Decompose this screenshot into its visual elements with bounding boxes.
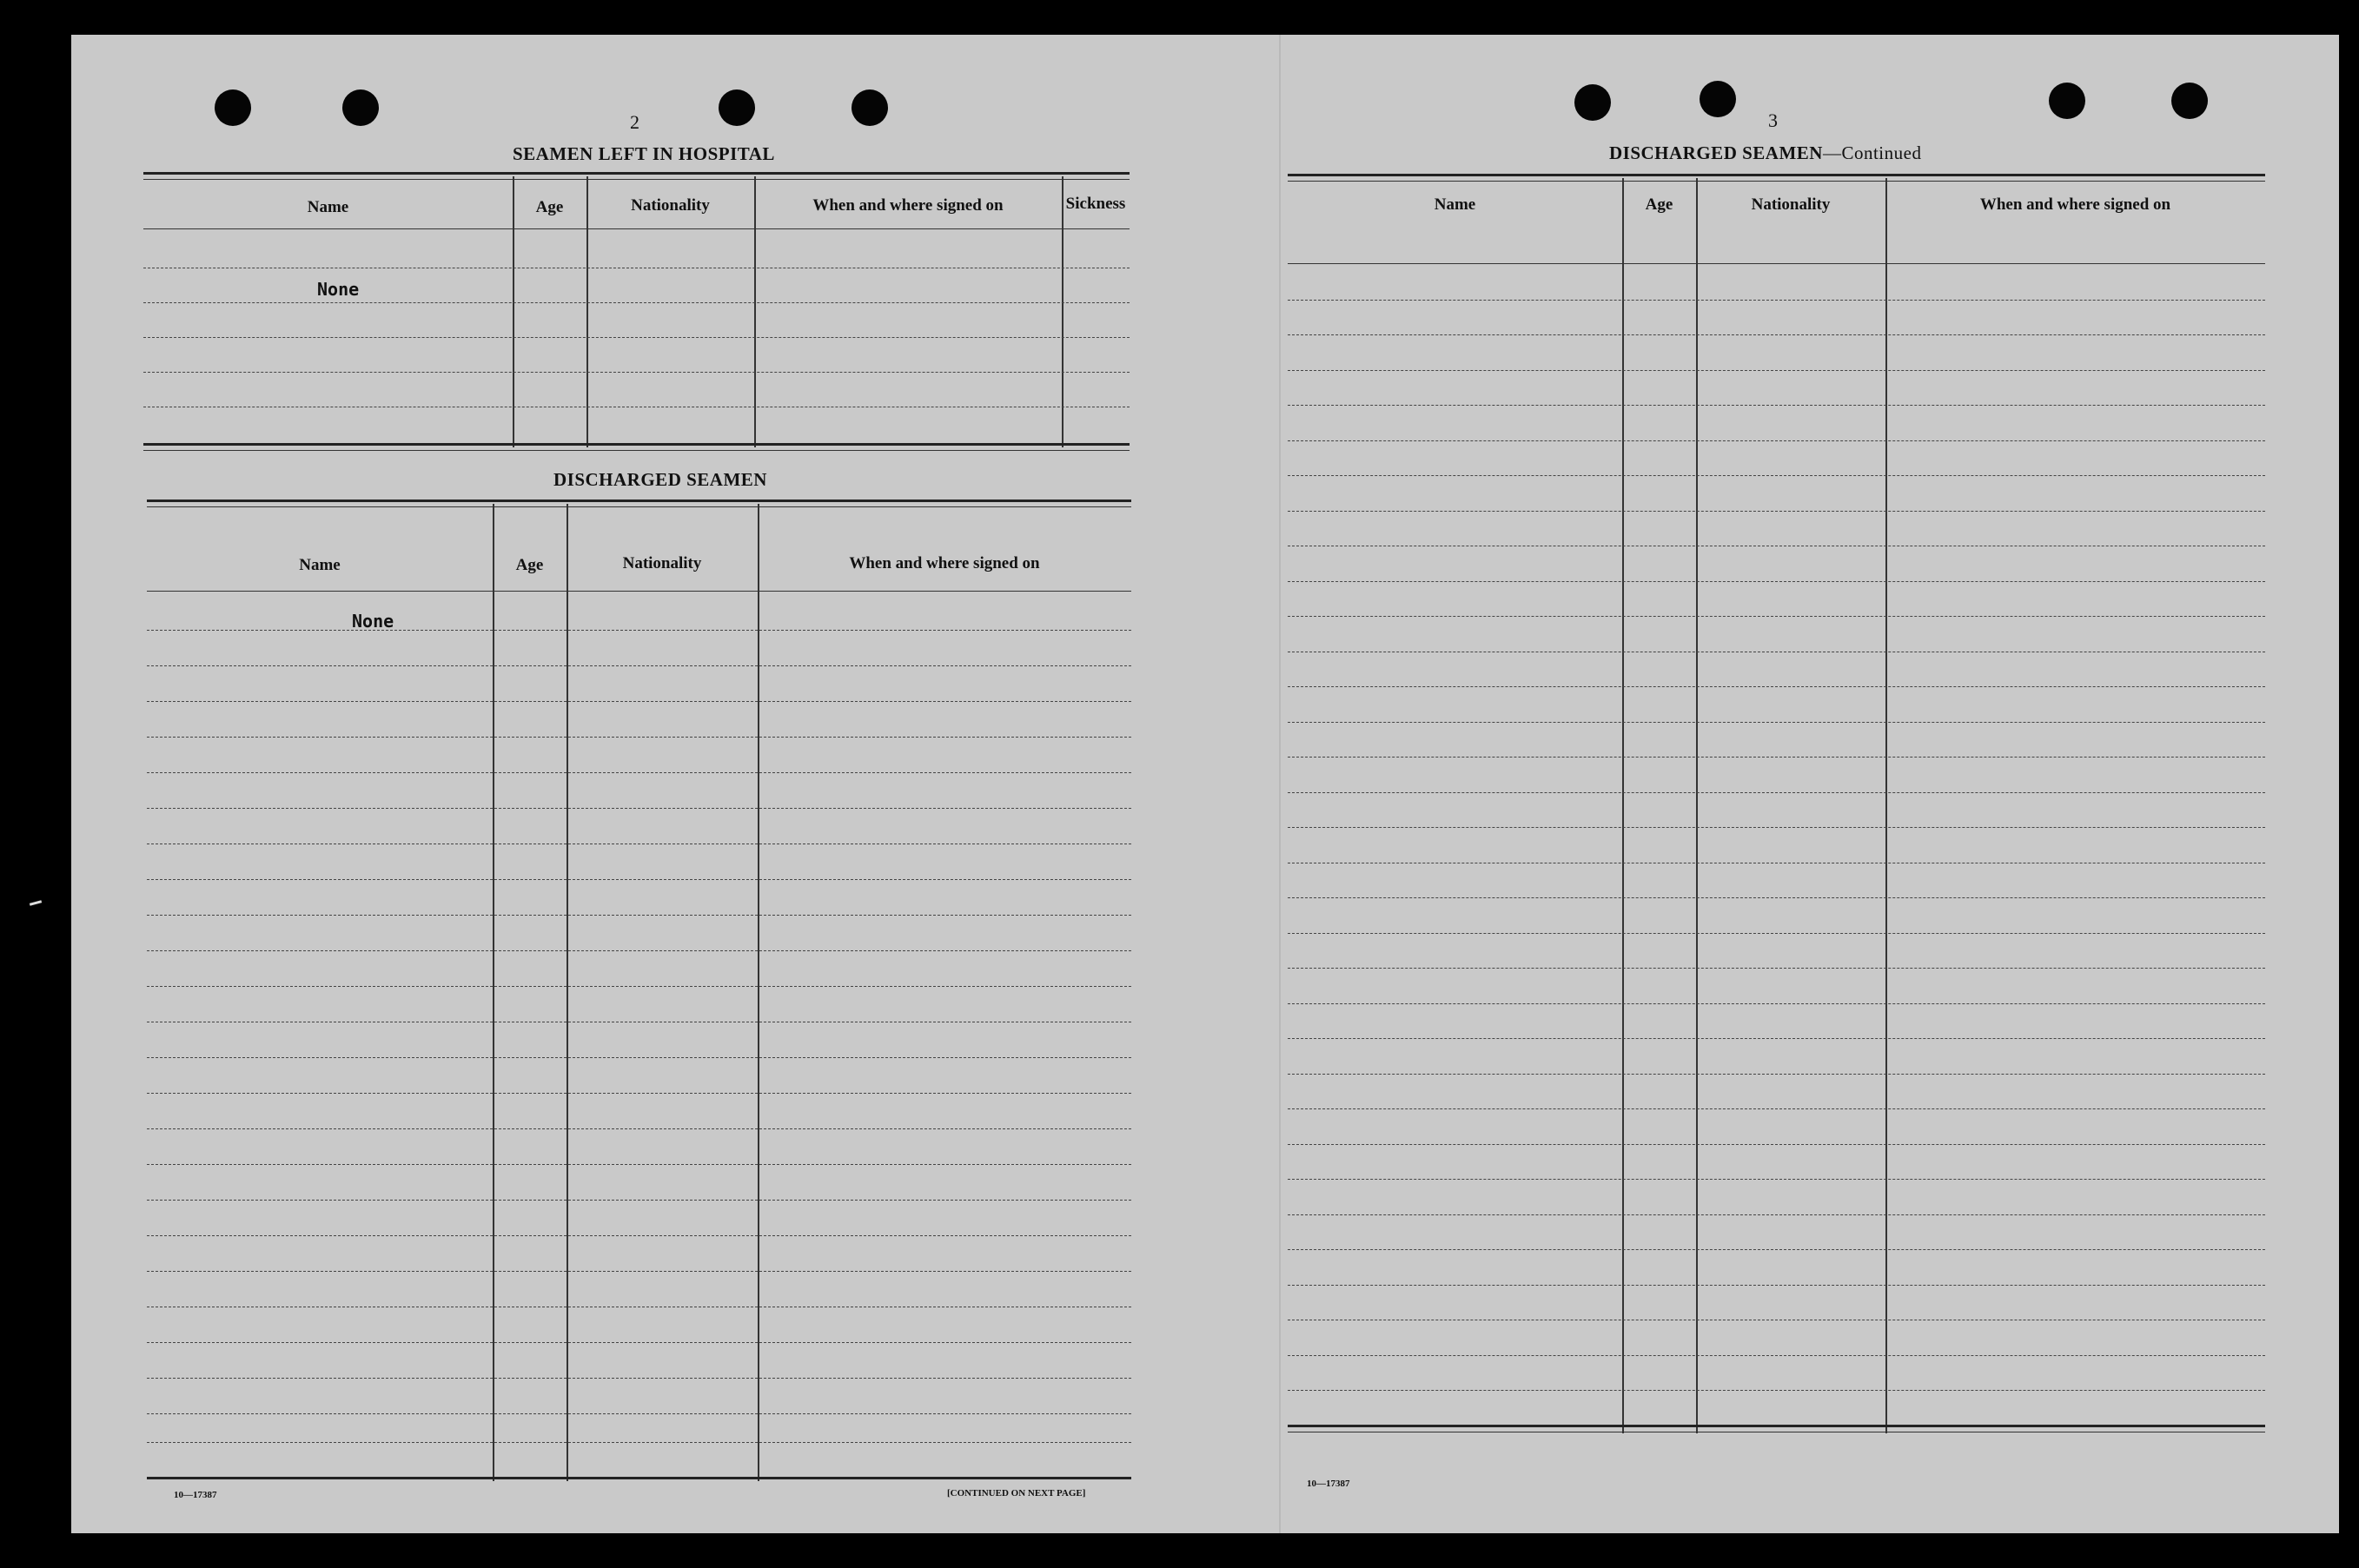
header-when-where: When and where signed on <box>812 196 1004 215</box>
scanned-manifest-spread <box>71 35 2339 1533</box>
punch-hole <box>719 89 755 126</box>
discharged-first-entry: None <box>352 611 394 632</box>
header-when-where: When and where signed on <box>849 554 1040 572</box>
discharged-continued-table <box>1288 174 2265 1472</box>
right-form-number: 10—17387 <box>1307 1479 1350 1489</box>
hospital-first-entry: None <box>317 279 360 300</box>
punch-hole <box>2049 83 2085 119</box>
header-age: Age <box>515 556 544 574</box>
header-when-where: When and where signed on <box>1979 195 2171 214</box>
right-title-sub: —Continued <box>1822 142 1922 163</box>
header-sickness: Sickness <box>1065 195 1126 213</box>
continued-note: [CONTINUED ON NEXT PAGE] <box>947 1488 1086 1499</box>
page-fold <box>1279 35 1281 1533</box>
scan-artifact <box>30 900 42 906</box>
punch-hole <box>1574 84 1611 121</box>
discharged-table <box>147 500 1131 1485</box>
left-page-number: 2 <box>630 111 639 133</box>
header-nationality: Nationality <box>1751 195 1831 214</box>
left-form-number: 10—17387 <box>174 1490 217 1500</box>
right-title-main: DISCHARGED SEAMEN <box>1609 142 1823 163</box>
right-table-title <box>1609 142 1921 164</box>
punch-hole <box>215 89 251 126</box>
right-page-number: 3 <box>1768 109 1778 131</box>
header-nationality: Nationality <box>622 554 702 572</box>
discharged-table-title: DISCHARGED SEAMEN <box>553 469 767 490</box>
hospital-table-title: SEAMEN LEFT IN HOSPITAL <box>513 143 775 164</box>
header-age: Age <box>535 198 564 216</box>
punch-hole <box>2171 83 2208 119</box>
header-nationality: Nationality <box>631 196 710 215</box>
header-name: Name <box>299 556 341 574</box>
punch-hole <box>1700 81 1736 117</box>
header-age: Age <box>1645 195 1673 214</box>
header-name: Name <box>1434 195 1476 214</box>
hospital-table <box>143 172 1130 486</box>
punch-hole <box>342 89 379 126</box>
punch-hole <box>851 89 888 126</box>
header-name: Name <box>307 198 349 216</box>
